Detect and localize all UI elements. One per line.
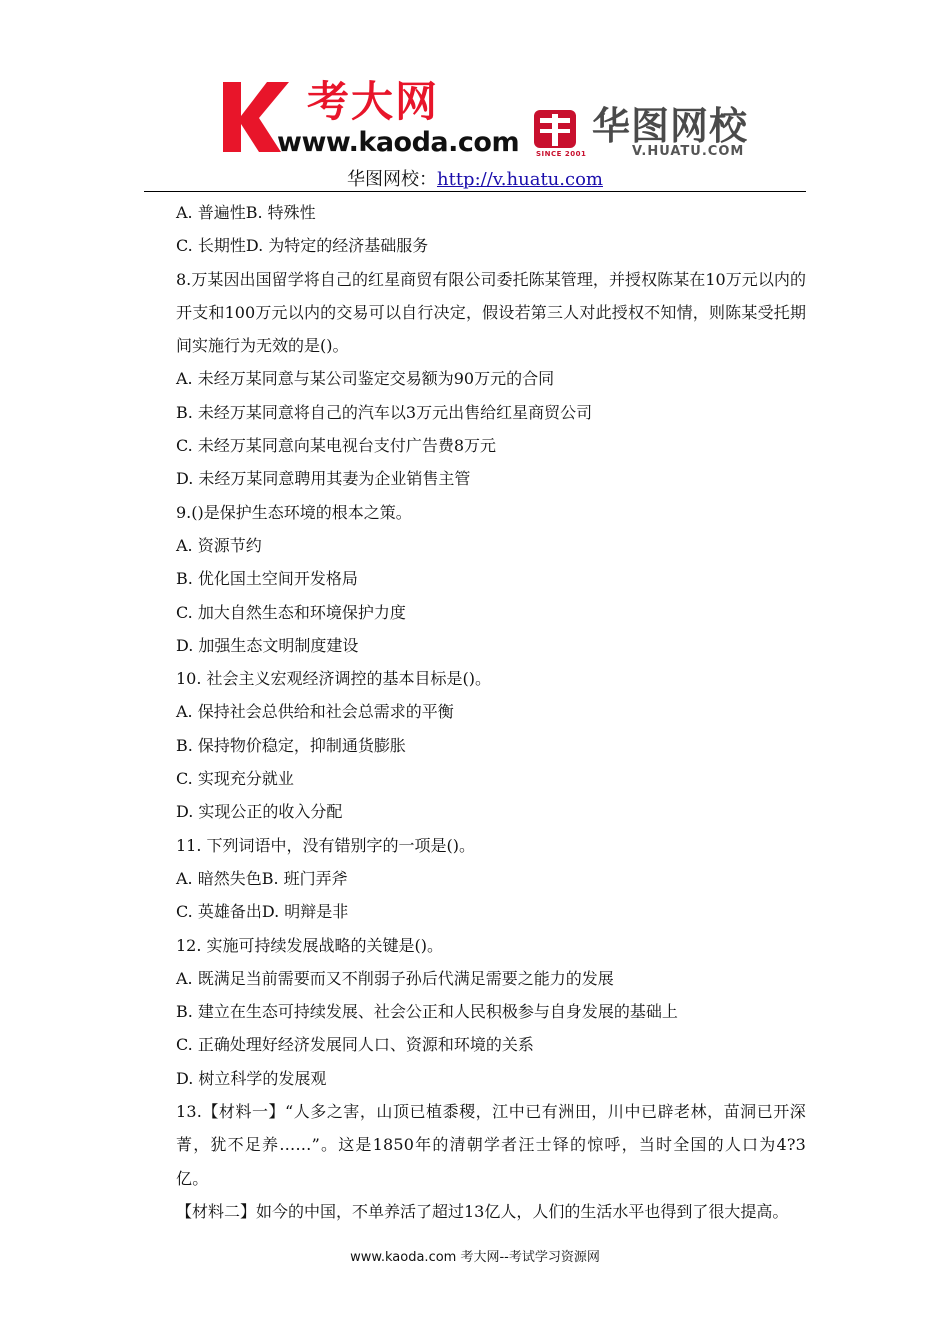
option-line: D. 树立科学的发展观 (176, 1068, 327, 1088)
option-line: B. 优化国土空间开发格局 (176, 569, 358, 589)
huatu-emblem-icon (532, 108, 578, 150)
question-9: 9.()是保护生态环境的根本之策。 (176, 502, 412, 522)
option-line: B. 建立在生态可持续发展、社会公正和人民积极参与自身发展的基础上 (176, 1002, 678, 1022)
question-13-material-2: 【材料二】如今的中国，不单养活了超过13亿人，人们的生活水平也得到了很大提高。 (176, 1201, 789, 1221)
option-line: C. 正确处理好经济发展同人口、资源和环境的关系 (176, 1035, 534, 1055)
option-line: A. 既满足当前需要而又不削弱子孙后代满足需要之能力的发展 (176, 968, 614, 988)
question-10: 10. 社会主义宏观经济调控的基本目标是()。 (176, 669, 492, 689)
document-body (144, 196, 806, 1228)
option-line: C. 未经万某同意向某电视台支付广告费8万元 (176, 436, 497, 456)
kaoda-logo (215, 78, 535, 156)
option-line: D. 加强生态文明制度建设 (176, 635, 359, 655)
option-line: A. 普遍性B. 特殊性 (176, 203, 316, 222)
header-rule (144, 191, 806, 192)
option-line: B. 保持物价稳定，抑制通货膨胀 (176, 735, 406, 755)
site-label: 华图网校： (347, 169, 437, 190)
header-site-line (144, 170, 806, 190)
option-line: D. 实现公正的收入分配 (176, 802, 343, 822)
huatu-logo-text: 华图网校 (592, 104, 749, 148)
question-12: 12. 实施可持续发展战略的关键是()。 (176, 935, 444, 955)
huatu-logo (532, 104, 762, 164)
huatu-since: SINCE 2001 (536, 150, 587, 158)
option-line: C. 实现充分就业 (176, 769, 294, 789)
question-11: 11. 下列词语中，没有错别字的一项是()。 (176, 835, 476, 855)
page-footer: www.kaoda.com 考大网--考试学习资源网 (350, 1250, 600, 1265)
option-line: A. 暗然失色B. 班门弄斧 (176, 868, 348, 888)
kaoda-logo-text: 考大网 (307, 77, 440, 126)
site-link[interactable]: http://v.huatu.com (437, 169, 603, 190)
option-line: C. 加大自然生态和环境保护力度 (176, 602, 406, 622)
question-8: 8.万某因出国留学将自己的红星商贸有限公司委托陈某管理，并授权陈某在10万元以内的开支和100万元以内的交易可以自行决定，假设若第三人对此授权不知情，则陈某受托期间实施行为无效的是()。 (176, 269, 806, 356)
kaoda-logo-url: www.kaoda.com (277, 127, 520, 158)
option-line: A. 保持社会总供给和社会总需求的平衡 (176, 702, 454, 722)
option-line: D. 未经万某同意聘用其妻为企业销售主管 (176, 469, 471, 489)
option-line: C. 英雄备出D. 明辩是非 (176, 902, 349, 922)
question-13-material-1: 13.【材料一】“人多之害，山顶已植黍稷，江中已有洲田，川中已辟老林，苗洞已开深菁，犹不足养……”。这是1850年的清朝学者汪士铎的惊呼，当时全国的人口为4?3亿。 (176, 1102, 806, 1188)
option-line: B. 未经万某同意将自己的汽车以3万元出售给红星商贸公司 (176, 402, 593, 422)
option-line: C. 长期性D. 为特定的经济基础服务 (176, 236, 429, 256)
option-line: A. 资源节约 (176, 535, 262, 555)
option-line: A. 未经万某同意与某公司鉴定交易额为90万元的合同 (176, 369, 555, 389)
huatu-logo-url: V.HUATU.COM (632, 144, 745, 159)
